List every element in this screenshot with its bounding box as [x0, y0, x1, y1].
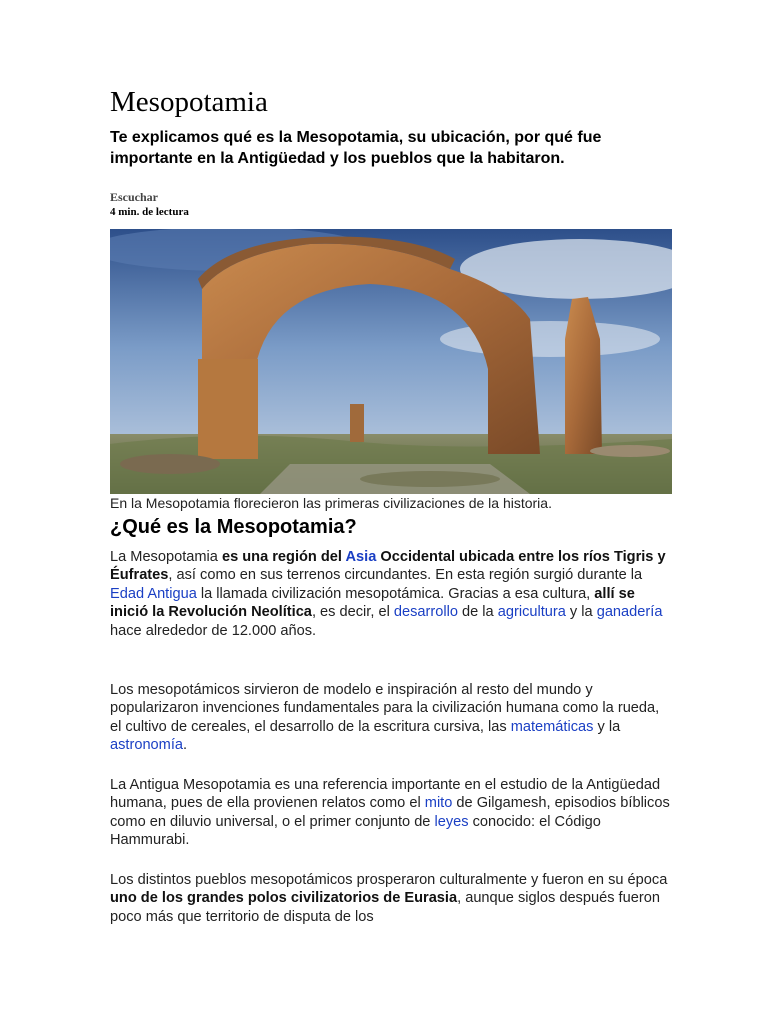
text-run: y la — [593, 718, 621, 735]
article-subtitle: Te explicamos qué es la Mesopotamia, su ubicación, por qué fue importante en la Antigüedad y los pueblos que la habitaron. — [110, 129, 602, 167]
paragraph — [110, 681, 670, 755]
bold-run: Occidental ubicada entre los ríos Tigris y Éufrates — [110, 549, 666, 584]
link-agricultura[interactable]: agricultura — [497, 604, 566, 621]
paragraph — [110, 776, 670, 850]
link-astronomia[interactable]: astronomía — [110, 737, 184, 754]
text-run: La Mesopotamia — [110, 549, 222, 565]
text-run: , así como en sus terrenos circundantes. En esta región surgió durante la — [168, 567, 643, 584]
text-run: y la — [565, 604, 597, 621]
link-ganaderia[interactable]: ganadería — [596, 604, 663, 621]
listen-button[interactable]: Escuchar — [110, 190, 158, 204]
text-run: , es decir, el — [311, 604, 394, 621]
bold-run: es una región del — [221, 549, 346, 565]
bold-run: uno de los grandes polos civilizatorios de Eurasia — [110, 890, 458, 907]
link-mito[interactable]: mito — [424, 795, 453, 812]
text-run: . — [183, 737, 188, 754]
article-title: Mesopotamia — [110, 86, 268, 118]
link-leyes[interactable]: leyes — [434, 813, 469, 830]
reading-time: 4 min. de lectura — [110, 206, 189, 218]
bold-run: allí se inició la Revolución Neolítica — [110, 585, 635, 621]
text-run: la llamada civilización mesopotámica. Gracias a esa cultura, — [196, 585, 595, 602]
link-asia[interactable]: Asia — [345, 549, 377, 565]
text-run: , aunque siglos después fueron poco más que territorio de disputa de los — [110, 890, 660, 925]
text-run: hace alrededor de 12.000 años. — [110, 622, 317, 639]
text-run: conocido: el Código Hammurabi. — [110, 813, 601, 849]
text-run: La Antigua Mesopotamia es una referencia importante en el estudio de la Antigüedad humana, pues de ella provienen relatos como el — [110, 777, 661, 812]
text-run: de Gilgamesh, episodios bíblicos como en diluvio universal, o el primer conjunto de — [110, 795, 670, 830]
link-edad-antigua[interactable]: Edad Antigua — [110, 585, 197, 602]
link-matematicas[interactable]: matemáticas — [510, 718, 594, 735]
paragraph — [110, 548, 670, 640]
hero-image — [110, 229, 672, 494]
text-run: Los mesopotámicos sirvieron de modelo e inspiración al resto del mundo y popularizaron invenciones fundamentales para la civilización humana como la rueda, el cultivo de cereales, el desarrollo de la escritura cursiva, las — [110, 682, 660, 735]
text-run: Los distintos pueblos mesopotámicos prosperaron culturalmente y fueron en su época — [110, 872, 668, 888]
text-run: de la — [457, 604, 498, 621]
paragraph — [110, 871, 670, 926]
link-desarrollo[interactable]: desarrollo — [393, 604, 458, 621]
section-heading: ¿Qué es la Mesopotamia? — [110, 516, 357, 538]
image-caption: En la Mesopotamia florecieron las primeras civilizaciones de la historia. — [110, 495, 552, 511]
